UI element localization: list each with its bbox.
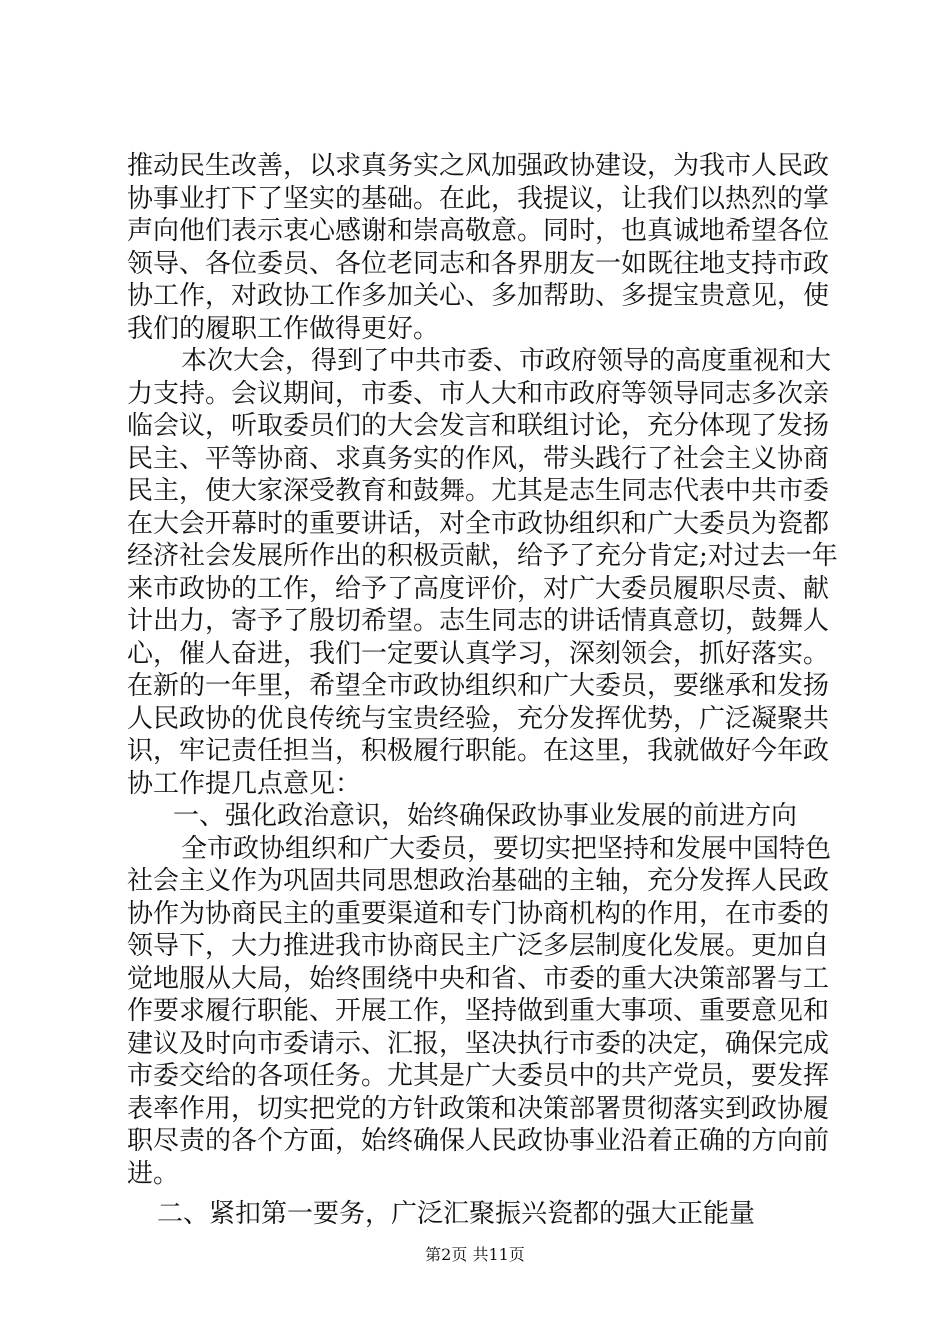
document-body (127, 150, 838, 1231)
text-line: 进。 (127, 1158, 180, 1189)
text-line: 表率作用，切实把党的方针政策和决策部署贯彻落实到政协履 (127, 1093, 830, 1124)
text-line: 领导、各位委员、各位老同志和各界朋友一如既往地支持市政 (127, 248, 830, 279)
text-line: 民主，使大家深受教育和鼓舞。尤其是志生同志代表中共市委 (127, 476, 830, 506)
text-line: 民主、平等协商、求真务实的作风，带头践行了社会主义协商 (127, 443, 830, 474)
text-line: 力支持。会议期间，市委、市人大和市政府等领导同志多次亲 (127, 378, 830, 409)
text-line: 人民政协的优良传统与宝贵经验，充分发挥优势，广泛凝聚共 (127, 703, 830, 734)
text-line: 协作为协商民主的重要渠道和专门协商机构的作用，在市委的 (127, 898, 830, 929)
text-line: 领导下，大力推进我市协商民主广泛多层制度化发展。更加自 (127, 931, 830, 961)
text-line: 觉地服从大局，始终围绕中央和省、市委的重大决策部署与工 (127, 963, 830, 994)
text-line: 我们的履职工作做得更好。 (127, 313, 440, 344)
text-line: 作要求履行职能、开展工作，坚持做到重大事项、重要意见和 (127, 996, 830, 1026)
section-heading: 一、强化政治意识，始终确保政协事业发展的前进方向 (173, 801, 798, 831)
text-line: 职尽责的各个方面，始终确保人民政协事业沿着正确的方向前 (127, 1126, 830, 1156)
text-line: 声向他们表示衷心感谢和崇高敬意。同时，也真诚地希望各位 (127, 216, 830, 246)
text-line: 建议及时向市委请示、汇报，坚决执行市委的决定，确保完成 (127, 1028, 830, 1059)
text-line: 在大会开幕时的重要讲话，对全市政协组织和广大委员为瓷都 (127, 508, 830, 539)
text-line: 经济社会发展所作出的积极贡献，给予了充分肯定;对过去一年 (127, 541, 838, 571)
text-line: 全市政协组织和广大委员，要切实把坚持和发展中国特色 (181, 833, 832, 864)
text-line: 计出力，寄予了殷切希望。志生同志的讲话情真意切，鼓舞人 (127, 606, 830, 636)
text-line: 协工作提几点意见： (127, 768, 362, 799)
text-line: 推动民生改善，以求真务实之风加强政协建设，为我市人民政 (127, 151, 830, 181)
text-line: 市委交给的各项任务。尤其是广大委员中的共产党员，要发挥 (127, 1061, 830, 1091)
text-line: 临会议，听取委员们的大会发言和联组讨论，充分体现了发扬 (127, 411, 830, 441)
text-line: 识，牢记责任担当，积极履行职能。在这里，我就做好今年政 (127, 736, 830, 766)
text-line: 来市政协的工作，给予了高度评价，对广大委员履职尽责、献 (127, 573, 830, 604)
text-line: 社会主义作为巩固共同思想政治基础的主轴，充分发挥人民政 (127, 866, 830, 896)
text-line: 在新的一年里，希望全市政协组织和广大委员，要继承和发扬 (127, 671, 830, 701)
page-footer: 第2页 共11页 (425, 1245, 525, 1264)
text-line: 心，催人奋进，我们一定要认真学习，深刻领会，抓好落实。 (127, 638, 830, 669)
text-line: 协工作，对政协工作多加关心、多加帮助、多提宝贵意见，使 (127, 281, 830, 311)
text-line: 本次大会，得到了中共市委、市政府领导的高度重视和大 (181, 346, 832, 376)
text-line: 协事业打下了坚实的基础。在此，我提议，让我们以热烈的掌 (127, 183, 830, 214)
section-heading: 二、紧扣第一要务，广泛汇聚振兴瓷都的强大正能量 (157, 1199, 756, 1229)
